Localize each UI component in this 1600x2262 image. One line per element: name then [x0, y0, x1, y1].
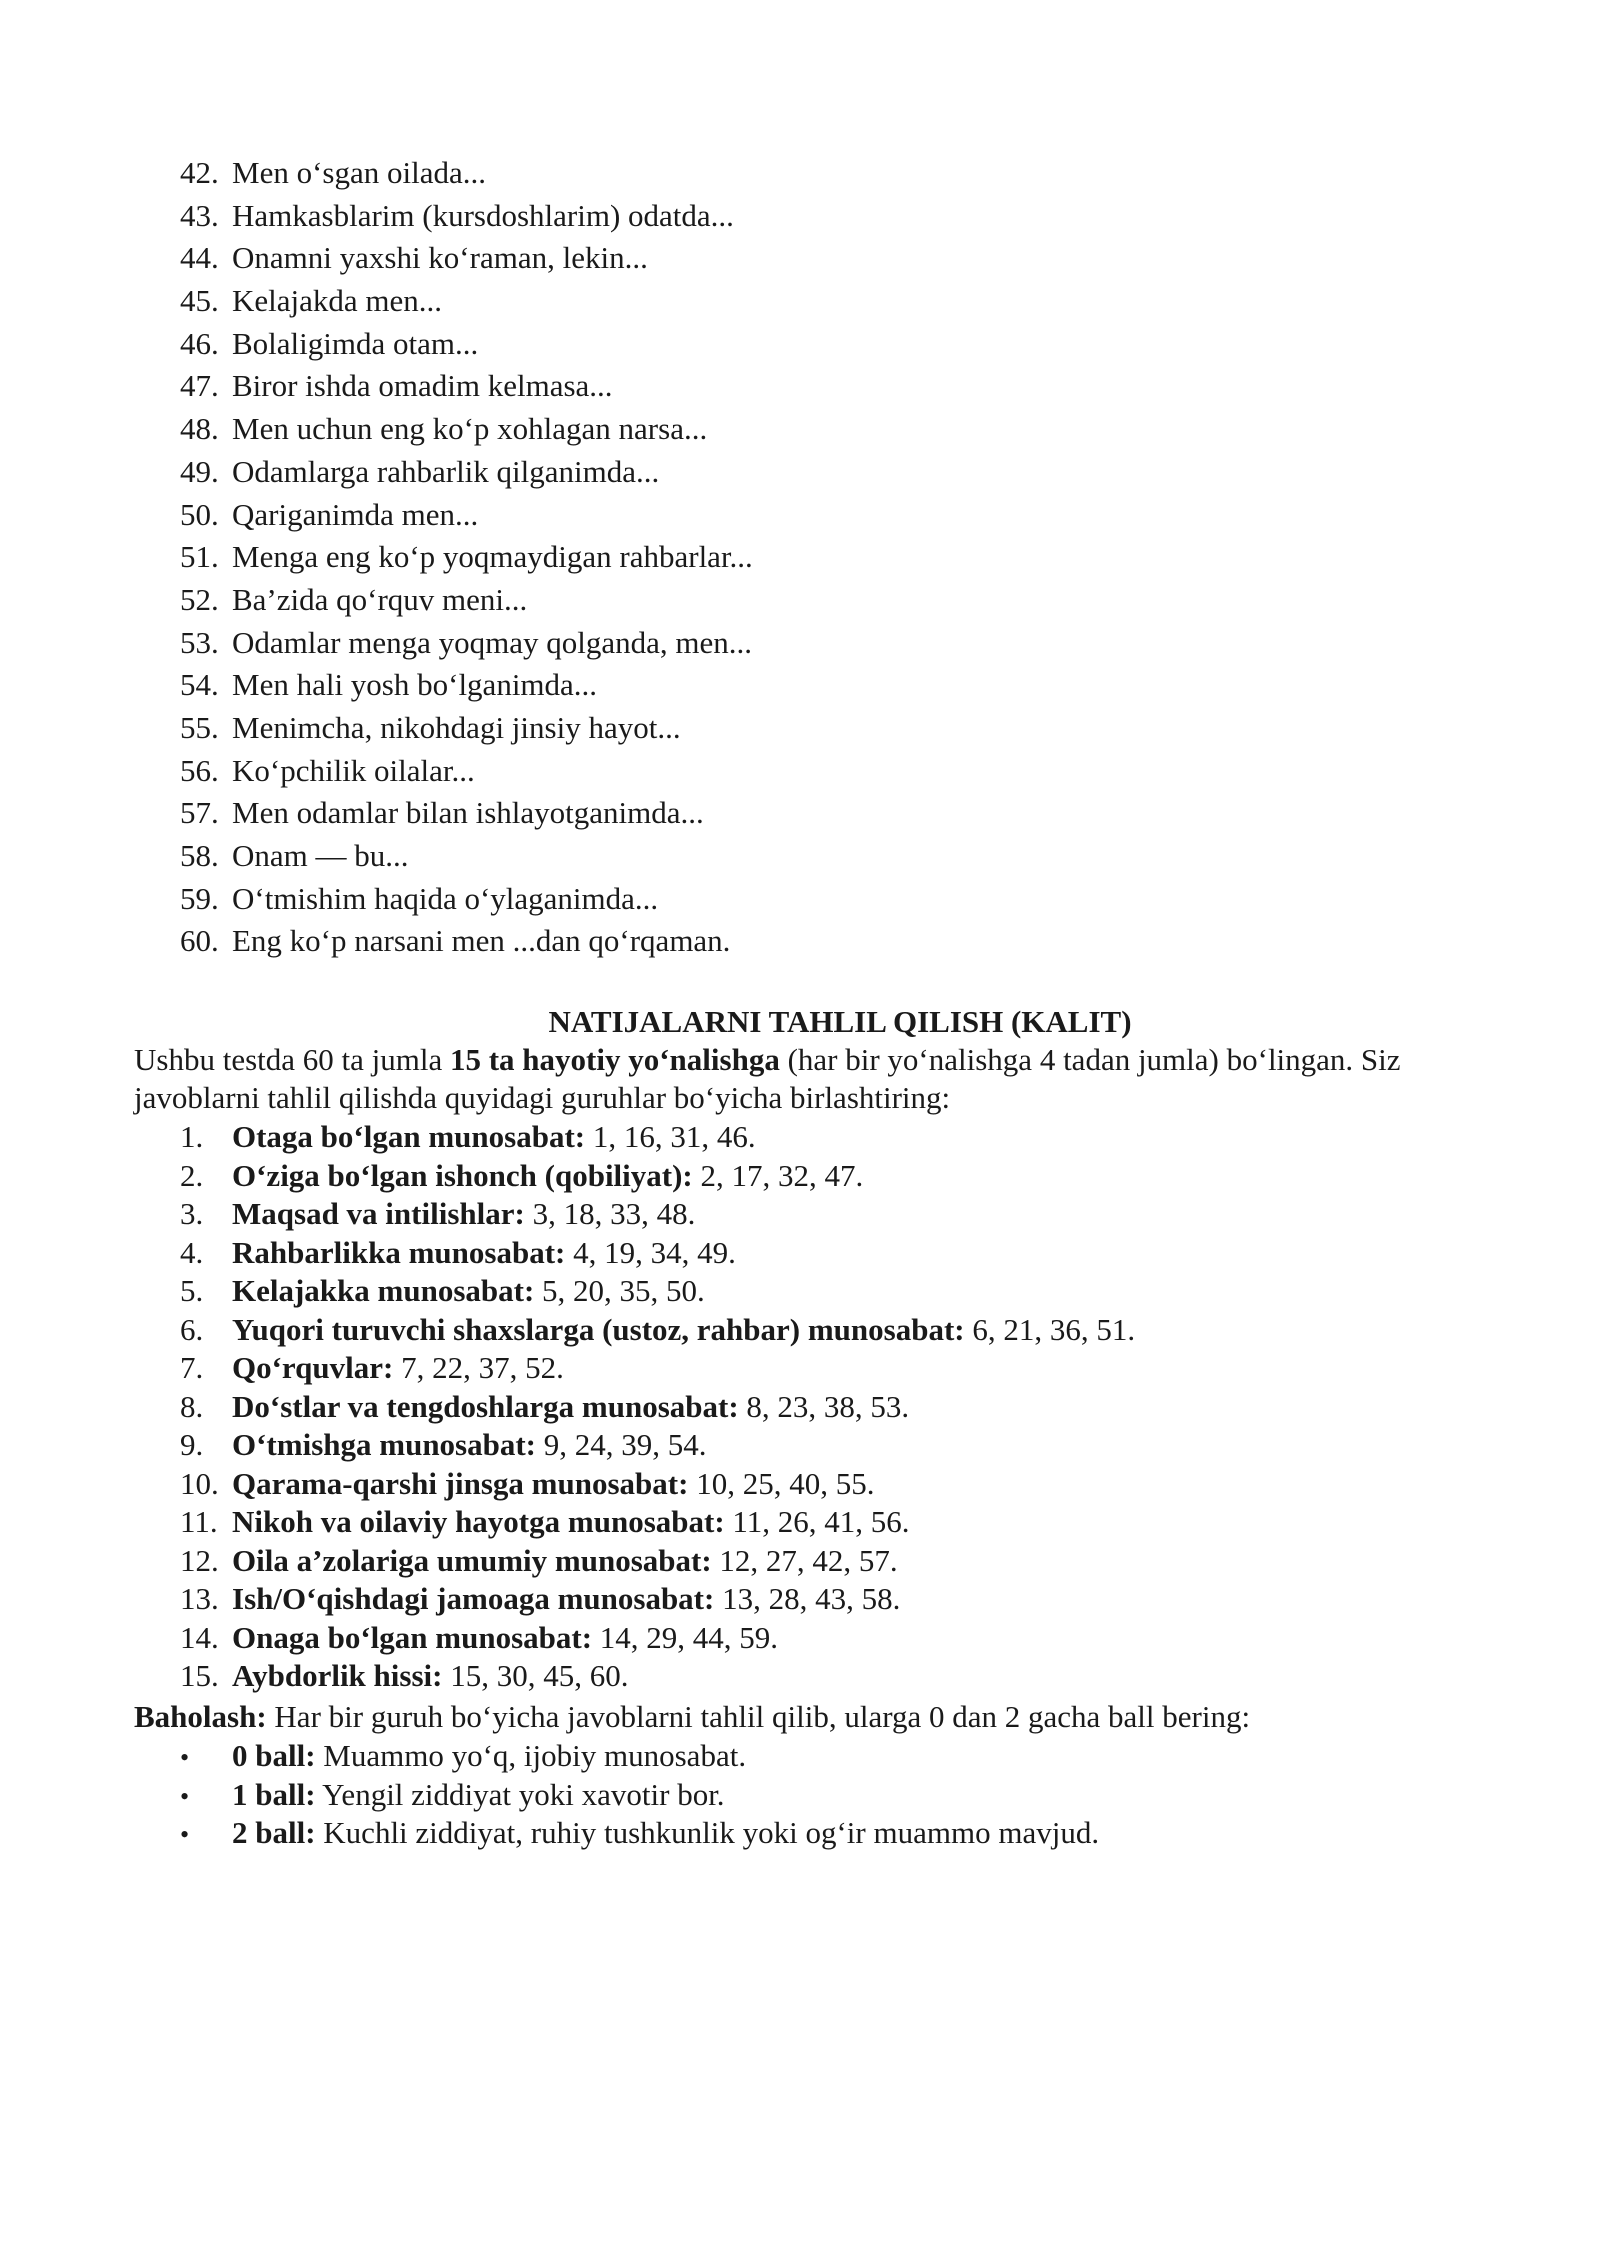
item-number: 56. [180, 752, 219, 788]
list-item [180, 622, 753, 665]
group-items: 1, 16, 31, 46. [585, 1119, 756, 1154]
group-number: 3. [180, 1196, 204, 1231]
group-items: 8, 23, 38, 53. [738, 1388, 910, 1424]
list-item [180, 408, 753, 451]
sentence-list [180, 152, 753, 963]
item-number: 57. [180, 795, 219, 831]
group-label: Otaga bo‘lgan munosabat: [232, 1119, 586, 1154]
scoring-label: Baholash: [134, 1699, 267, 1734]
item-text: Menga eng ko‘p yoqmaydigan rahbarlar... [232, 539, 753, 575]
group-item [180, 1542, 1135, 1581]
item-text: Onamni yaxshi ko‘raman, lekin... [232, 240, 648, 276]
group-item [180, 1388, 1135, 1427]
group-label: O‘ziga bo‘lgan ishonch (qobiliyat): [232, 1157, 693, 1193]
scoring-paragraph [134, 1698, 1250, 1736]
group-list [180, 1118, 1135, 1696]
item-text: Qariganimda men... [232, 496, 479, 532]
list-item [180, 494, 753, 537]
intro-text-bold: 15 ta hayotiy yo‘nalishga [449, 1042, 780, 1077]
group-item [180, 1157, 1135, 1196]
item-number: 48. [180, 411, 219, 447]
item-number: 44. [180, 240, 219, 276]
group-label: Kelajakka munosabat: [232, 1273, 535, 1308]
group-label: Ish/O‘qishdagi jamoaga munosabat: [232, 1581, 715, 1616]
list-item [180, 536, 753, 579]
group-item [180, 1311, 1135, 1350]
group-number: 13. [180, 1581, 219, 1616]
item-text: Men uchun eng ko‘p xohlagan narsa... [232, 411, 708, 447]
group-number: 10. [180, 1465, 219, 1501]
group-items: 15, 30, 45, 60. [442, 1658, 629, 1693]
group-items: 11, 26, 41, 56. [724, 1504, 910, 1539]
score-label: 2 ball: [232, 1815, 316, 1850]
group-label: Nikoh va oilaviy hayotga munosabat: [232, 1504, 725, 1539]
group-number: 5. [180, 1273, 204, 1308]
list-item [180, 152, 753, 195]
list-item [180, 920, 753, 963]
list-item [180, 664, 753, 707]
bullet-icon: • [180, 1781, 190, 1811]
group-number: 7. [180, 1350, 204, 1385]
intro-text-end: (har bir yo‘nalishga 4 tadan jumla) bo‘lingan. Siz javoblarni tahlil qilishda quyidagi guruhlar bo‘yicha birlashtiring: [134, 1042, 1401, 1115]
group-items: 9, 24, 39, 54. [536, 1427, 707, 1462]
item-text: Biror ishda omadim kelmasa... [232, 368, 613, 404]
group-label: Qarama-qarshi jinsga munosabat: [232, 1465, 689, 1501]
item-text: Odamlar menga yoqmay qolganda, men... [232, 624, 752, 660]
scoring-text: Har bir guruh bo‘yicha javoblarni tahlil qilib, ularga 0 dan 2 gacha ball bering: [266, 1699, 1251, 1734]
score-text: Muammo yo‘q, ijobiy munosabat. [315, 1738, 747, 1773]
list-item [180, 365, 753, 408]
group-item [180, 1580, 1135, 1619]
group-number: 8. [180, 1388, 204, 1424]
list-item [180, 792, 753, 835]
item-number: 45. [180, 283, 219, 319]
group-items: 14, 29, 44, 59. [592, 1619, 779, 1655]
group-items: 5, 20, 35, 50. [534, 1273, 705, 1308]
score-text: Kuchli ziddiyat, ruhiy tushkunlik yoki og‘ir muammo mavjud. [315, 1815, 1100, 1850]
group-items: 6, 21, 36, 51. [964, 1311, 1136, 1347]
item-number: 58. [180, 838, 219, 873]
group-label: O‘tmishga munosabat: [232, 1427, 537, 1462]
item-text: O‘tmishim haqida o‘ylaganimda... [232, 880, 659, 916]
bullet-icon: • [180, 1743, 190, 1772]
group-label: Oila a’zolariga umumiy munosabat: [232, 1542, 712, 1578]
list-item [180, 237, 753, 280]
score-item [180, 1737, 1099, 1776]
group-number: 11. [180, 1504, 218, 1539]
group-label: Yuqori turuvchi shaxslarga (ustoz, rahbar) munosabat: [232, 1311, 965, 1347]
group-number: 14. [180, 1619, 219, 1655]
score-item [180, 1776, 1099, 1815]
item-number: 46. [180, 325, 219, 361]
group-number: 12. [180, 1542, 219, 1578]
item-number: 60. [180, 923, 219, 959]
item-text: Ba’zida qo‘rquv meni... [232, 581, 528, 617]
list-item [180, 707, 753, 750]
group-item [180, 1619, 1135, 1658]
list-item [180, 451, 753, 494]
section-heading: NATIJALARNI TAHLIL QILISH (KALIT) [548, 1004, 1132, 1039]
group-label: Aybdorlik hissi: [232, 1658, 443, 1693]
item-text: Men o‘sgan oilada... [232, 155, 486, 190]
group-label: Do‘stlar va tengdoshlarga munosabat: [232, 1388, 739, 1424]
item-text: Men hali yosh bo‘lganimda... [232, 667, 598, 703]
list-item [180, 195, 753, 238]
item-number: 42. [180, 155, 219, 190]
group-label: Maqsad va intilishlar: [232, 1196, 525, 1231]
item-text: Bolaligimda otam... [232, 325, 479, 361]
item-number: 51. [180, 539, 219, 575]
item-text: Odamlarga rahbarlik qilganimda... [232, 453, 660, 489]
item-number: 47. [180, 368, 219, 404]
group-items: 3, 18, 33, 48. [524, 1196, 696, 1231]
group-number: 15. [180, 1658, 219, 1693]
group-item [180, 1272, 1135, 1311]
item-text: Onam — bu... [232, 838, 409, 873]
group-items: 13, 28, 43, 58. [714, 1581, 901, 1616]
group-label: Qo‘rquvlar: [232, 1350, 394, 1385]
list-item [180, 750, 753, 793]
item-number: 49. [180, 453, 219, 489]
item-text: Men odamlar bilan ishlayotganimda... [232, 795, 704, 831]
group-item [180, 1349, 1135, 1388]
group-number: 1. [180, 1119, 204, 1154]
group-item [180, 1426, 1135, 1465]
list-item [180, 835, 753, 878]
item-number: 54. [180, 667, 219, 703]
list-item [180, 280, 753, 323]
group-items: 7, 22, 37, 52. [393, 1350, 564, 1385]
group-label: Onaga bo‘lgan munosabat: [232, 1619, 593, 1655]
group-number: 4. [180, 1234, 204, 1270]
item-text: Menimcha, nikohdagi jinsiy hayot... [232, 709, 681, 745]
item-text: Hamkasblarim (kursdoshlarim) odatda... [232, 197, 734, 233]
group-item [180, 1503, 1135, 1542]
group-number: 2. [180, 1157, 204, 1193]
item-number: 43. [180, 197, 219, 233]
group-item [180, 1195, 1135, 1234]
list-item [180, 579, 753, 622]
group-item [180, 1465, 1135, 1504]
group-items: 4, 19, 34, 49. [565, 1234, 736, 1270]
group-items: 10, 25, 40, 55. [688, 1465, 875, 1501]
item-text: Ko‘pchilik oilalar... [232, 752, 475, 788]
item-number: 55. [180, 709, 219, 745]
item-number: 53. [180, 624, 219, 660]
item-number: 50. [180, 496, 219, 532]
list-item [180, 878, 753, 921]
group-items: 2, 17, 32, 47. [692, 1157, 864, 1193]
list-item [180, 323, 753, 366]
score-label: 0 ball: [232, 1738, 316, 1773]
score-item [180, 1814, 1099, 1853]
item-text: Kelajakda men... [232, 283, 443, 319]
group-number: 6. [180, 1311, 204, 1347]
score-list [180, 1737, 1099, 1853]
item-text: Eng ko‘p narsani men ...dan qo‘rqaman. [232, 923, 731, 959]
score-text: Yengil ziddiyat yoki xavotir bor. [315, 1776, 725, 1812]
item-number: 59. [180, 880, 219, 916]
group-item [180, 1118, 1135, 1157]
group-number: 9. [180, 1427, 204, 1462]
score-label: 1 ball: [232, 1776, 316, 1812]
group-item [180, 1657, 1135, 1696]
intro-paragraph [134, 1041, 1484, 1117]
intro-text-start: Ushbu testda 60 ta jumla [134, 1042, 450, 1077]
group-item [180, 1234, 1135, 1273]
item-number: 52. [180, 581, 219, 617]
group-items: 12, 27, 42, 57. [711, 1542, 898, 1578]
group-label: Rahbarlikka munosabat: [232, 1234, 566, 1270]
bullet-icon: • [180, 1820, 190, 1849]
